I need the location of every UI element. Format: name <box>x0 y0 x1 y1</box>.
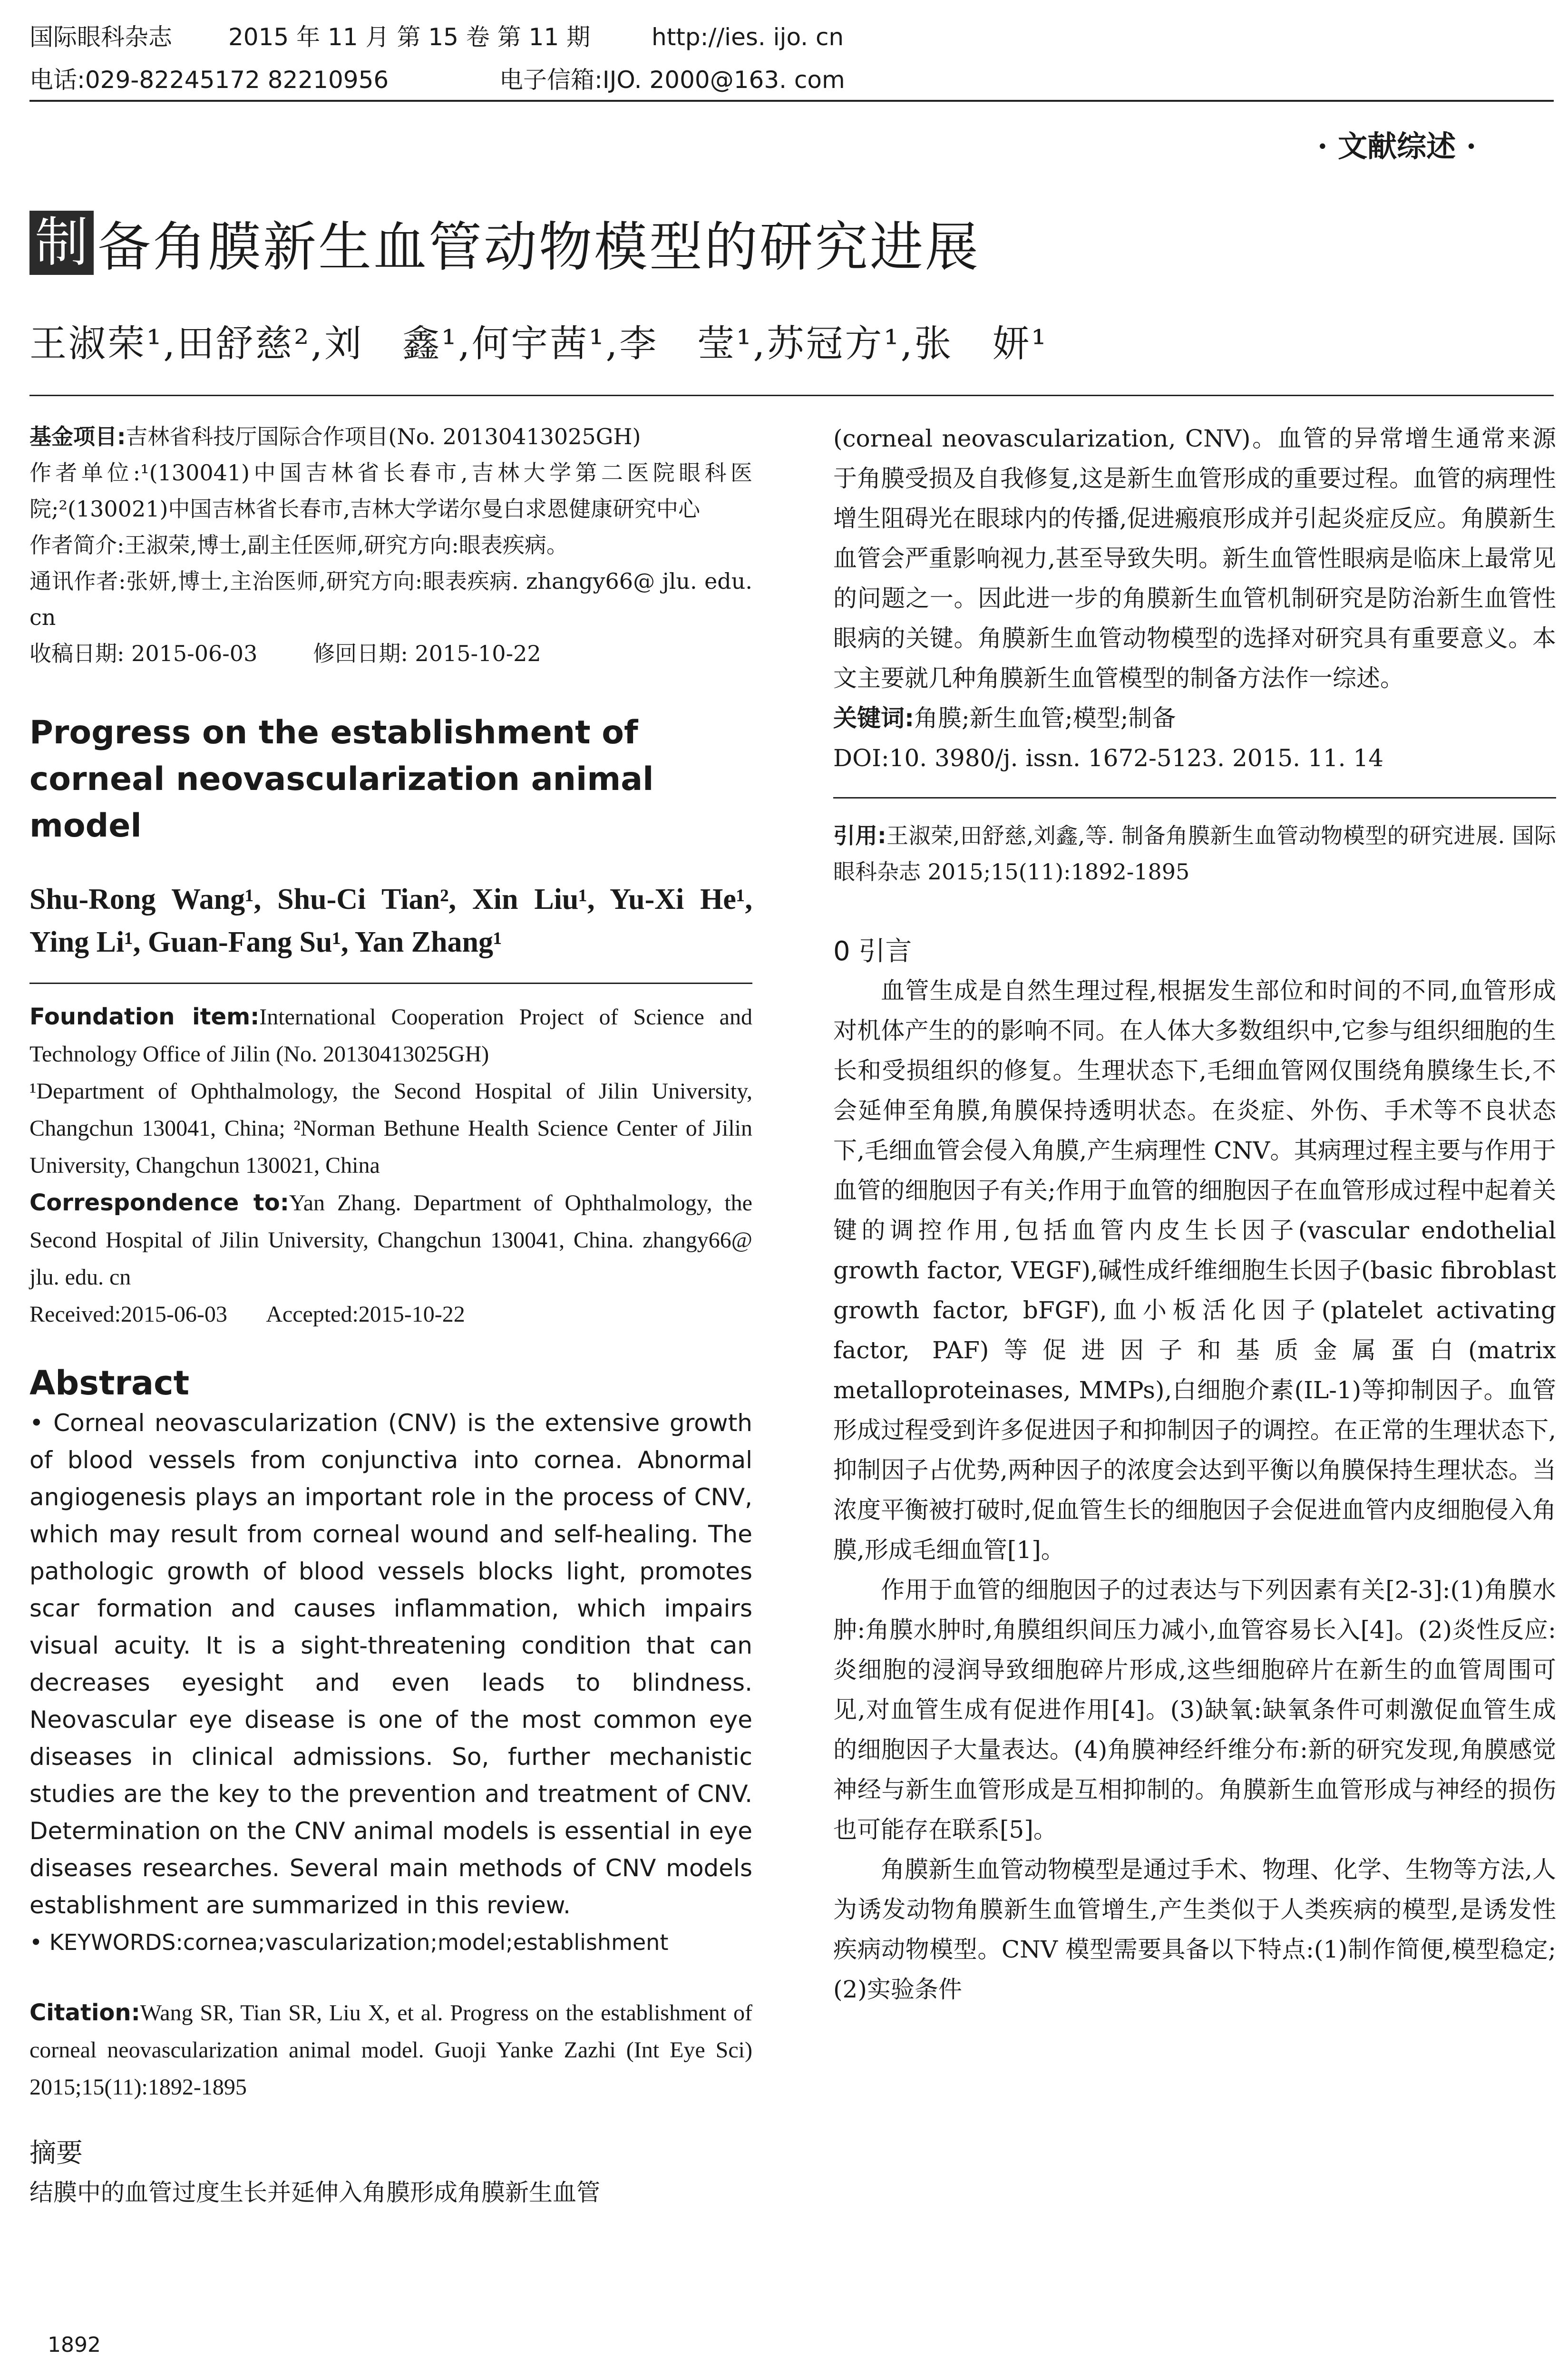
right-column <box>833 419 1556 2009</box>
citation-en: Citation:Wang SR, Tian SR, Liu X, et al. Progress on the establishment of corneal neovascularization animal model. Guoji Yanke Zazhi (Int Eye Sci) 2015;15(11):1892-1895 <box>29 1999 752 2100</box>
bio-cn: 作者简介:王淑荣,博士,副主任医师,研究方向:眼表疾病。 <box>29 532 568 558</box>
header-rule <box>29 100 1554 102</box>
zhaiyao-start: 结膜中的血管过度生长并延伸入角膜形成角膜新生血管 <box>29 2179 600 2206</box>
foundation-en: Foundation item:International Cooperation Project of Science and Technology Office of Jilin (No. 20130413025GH) <box>29 1003 752 1067</box>
page-number: 1892 <box>48 2333 101 2357</box>
affiliation-en: ¹Department of Ophthalmology, the Second Hospital of Jilin University, Changchun 130041, China; ²Norman Bethune Health Science Center of Jilin University, Changchun 130021, China <box>29 1079 752 1178</box>
abstract-text: • Corneal neovascularization (CNV) is the extensive growth of blood vessels from conjunctiva into cornea. Abnormal angiogenesis plays an important role in the process of CNV, which may result from corneal wound and self-healing. The pathologic growth of blood vessels blocks light, promotes scar formation and causes inflammation, which impairs visual acuity. It is a sight-threatening condition that can decreases eyesight and even leads to blindness. Neovascular eye disease is one of the most common eye diseases in clinical admissions. So, further mechanistic studies are the key to the prevention and treatment of CNV. Determination on the CNV animal models is essential in eye diseases researches. Several main methods of CNV models establishment are summarized in this review. <box>29 1409 752 1919</box>
authors-cn: 王淑荣¹,田舒慈²,刘 鑫¹,何宇茜¹,李 莹¹,苏冠方¹,张 妍¹ <box>29 322 1048 365</box>
authors-rule <box>29 395 1554 396</box>
left-column <box>29 419 752 2212</box>
intro-paragraph-2: 作用于血管的细胞因子的过表达与下列因素有关[2-3]:(1)角膜水肿:角膜水肿时,角膜组织间压力减小,血管容易长入[4]。(2)炎性反应:炎细胞的浸润导致细胞碎片形成,这些细胞碎片在新生的血管周围可见,对血管生成有促进作用[4]。(3)缺氧:缺氧条件可刺激促血管生成的细胞因子大量表达。(4)角膜神经纤维分布:新的研究发现,角膜感觉神经与新生血管形成是互相抑制的。角膜新生血管形成与神经的损伤也可能存在联系[5]。 <box>833 1576 1556 1843</box>
journal-phone: 电话:029-82245172 82210956 <box>29 66 389 94</box>
journal-url[interactable]: http://ies. ijo. cn <box>652 23 844 51</box>
affiliation-cn: 作者单位:¹(130041)中国吉林省长春市,吉林大学第二医院眼科医院;²(130021)中国吉林省长春市,吉林大学诺尔曼白求恩健康研究中心 <box>29 460 752 522</box>
title-text: 备角膜新生血管动物模型的研究进展 <box>97 216 980 278</box>
correspondence-cn: 通讯作者:张妍,博士,主治医师,研究方向:眼表疾病. zhangy66@ jlu. edu. cn <box>29 568 752 630</box>
zhaiyao-continued: (corneal neovascularization, CNV)。血管的异常增生通常来源于角膜受损及自我修复,这是新生血管形成的重要过程。血管的病理性增生阻碍光在眼球内的传播,促进瘢痕形成并引起炎症反应。角膜新生血管会严重影响视力,甚至导致失明。新生血管性眼病是临床上最常见的问题之一。因此进一步的角膜新生血管机制研究是防治新生血管性眼病的关键。角膜新生血管动物模型的选择对研究具有重要意义。本文主要就几种角膜新生血管模型的制备方法作一综述。 <box>833 425 1556 692</box>
correspondence-en: Correspondence to:Yan Zhang. Department of Ophthalmology, the Second Hospital of Jilin University, Changchun 130041, China. zhangy66@ jlu. edu. cn <box>29 1189 752 1290</box>
foundation-cn: 基金项目:吉林省科技厅国际合作项目(No. 20130413025GH) <box>29 424 641 449</box>
citation-rule <box>833 797 1556 799</box>
abstract-heading: Abstract <box>29 1364 190 1403</box>
intro-paragraph-3: 角膜新生血管动物模型是通过手术、物理、化学、生物等方法,人为诱发动物角膜新生血管增生,产生类似于人类疾病的模型,是诱发性疾病动物模型。CNV 模型需要具备以下特点:(1)制作简便,模型稳定;(2)实验条件 <box>833 1856 1556 2003</box>
zhaiyao-heading: 摘要 <box>29 2138 83 2169</box>
citation-cn: 引用:王淑荣,田舒慈,刘鑫,等. 制备角膜新生血管动物模型的研究进展. 国际眼科杂志 2015;15(11):1892-1895 <box>833 823 1556 885</box>
intro-paragraph-1: 血管生成是自然生理过程,根据发生部位和时间的不同,血管形成对机体产生的的影响不同。在人体大多数组织中,它参与组织细胞的生长和受损组织的修复。生理状态下,毛细血管网仅围绕角膜缘生长,不会延伸至角膜,角膜保持透明状态。在炎症、外伤、手术等不良状态下,毛细血管会侵入角膜,产生病理性 CNV。其病理过程主要与作用于血管的细胞因子有关;作用于血管的细胞因子在血管形成过程中起着关键的调控作用,包括血管内皮生长因子(vascular endothelial growth factor, VEGF),碱性成纤维细胞生长因子(basic fibroblast growth factor, bFGF),血小板活化因子(platelet activating factor, PAF)等促进因子和基质金属蛋白(matrix metalloproteinases, MMPs),白细胞介素(IL-1)等抑制因子。血管形成过程受到许多促进因子和抑制因子的调控。在正常的生理状态下,抑制因子占优势,两种因子的浓度会达到平衡以角膜保持生理状态。当浓度平衡被打破时,促血管生长的细胞因子会促进血管内皮细胞侵入角膜,形成毛细血管[1]。 <box>833 977 1556 1564</box>
issue-info: 2015 年 11 月 第 15 卷 第 11 期 <box>228 23 591 51</box>
dates-cn: 收稿日期: 2015-06-03 修回日期: 2015-10-22 <box>29 641 541 666</box>
journal-email: 电子信箱:IJO. 2000@163. com <box>499 66 845 94</box>
english-rule <box>29 983 752 984</box>
english-title: Progress on the establishment of corneal neovascularization animal model <box>29 714 654 845</box>
dates-en: Received:2015-06-03 Accepted:2015-10-22 <box>29 1302 465 1327</box>
keywords-en: • KEYWORDS:cornea;vascularization;model;establishment <box>29 1929 669 1955</box>
title-first-char: 制 <box>29 211 94 275</box>
section-tag: · 文献综述 · <box>1317 129 1477 164</box>
journal-name: 国际眼科杂志 <box>29 23 172 51</box>
english-authors: Shu-Rong Wang¹, Shu-Ci Tian², Xin Liu¹, Yu-Xi He¹, Ying Li¹, Guan-Fang Su¹, Yan Zhang¹ <box>29 883 752 958</box>
doi: DOI:10. 3980/j. issn. 1672-5123. 2015. 11. 14 <box>833 744 1384 772</box>
keywords-cn: 关键词:角膜;新生血管;模型;制备 <box>833 704 1176 732</box>
intro-heading: 0 引言 <box>833 936 912 967</box>
article-title <box>29 205 980 281</box>
